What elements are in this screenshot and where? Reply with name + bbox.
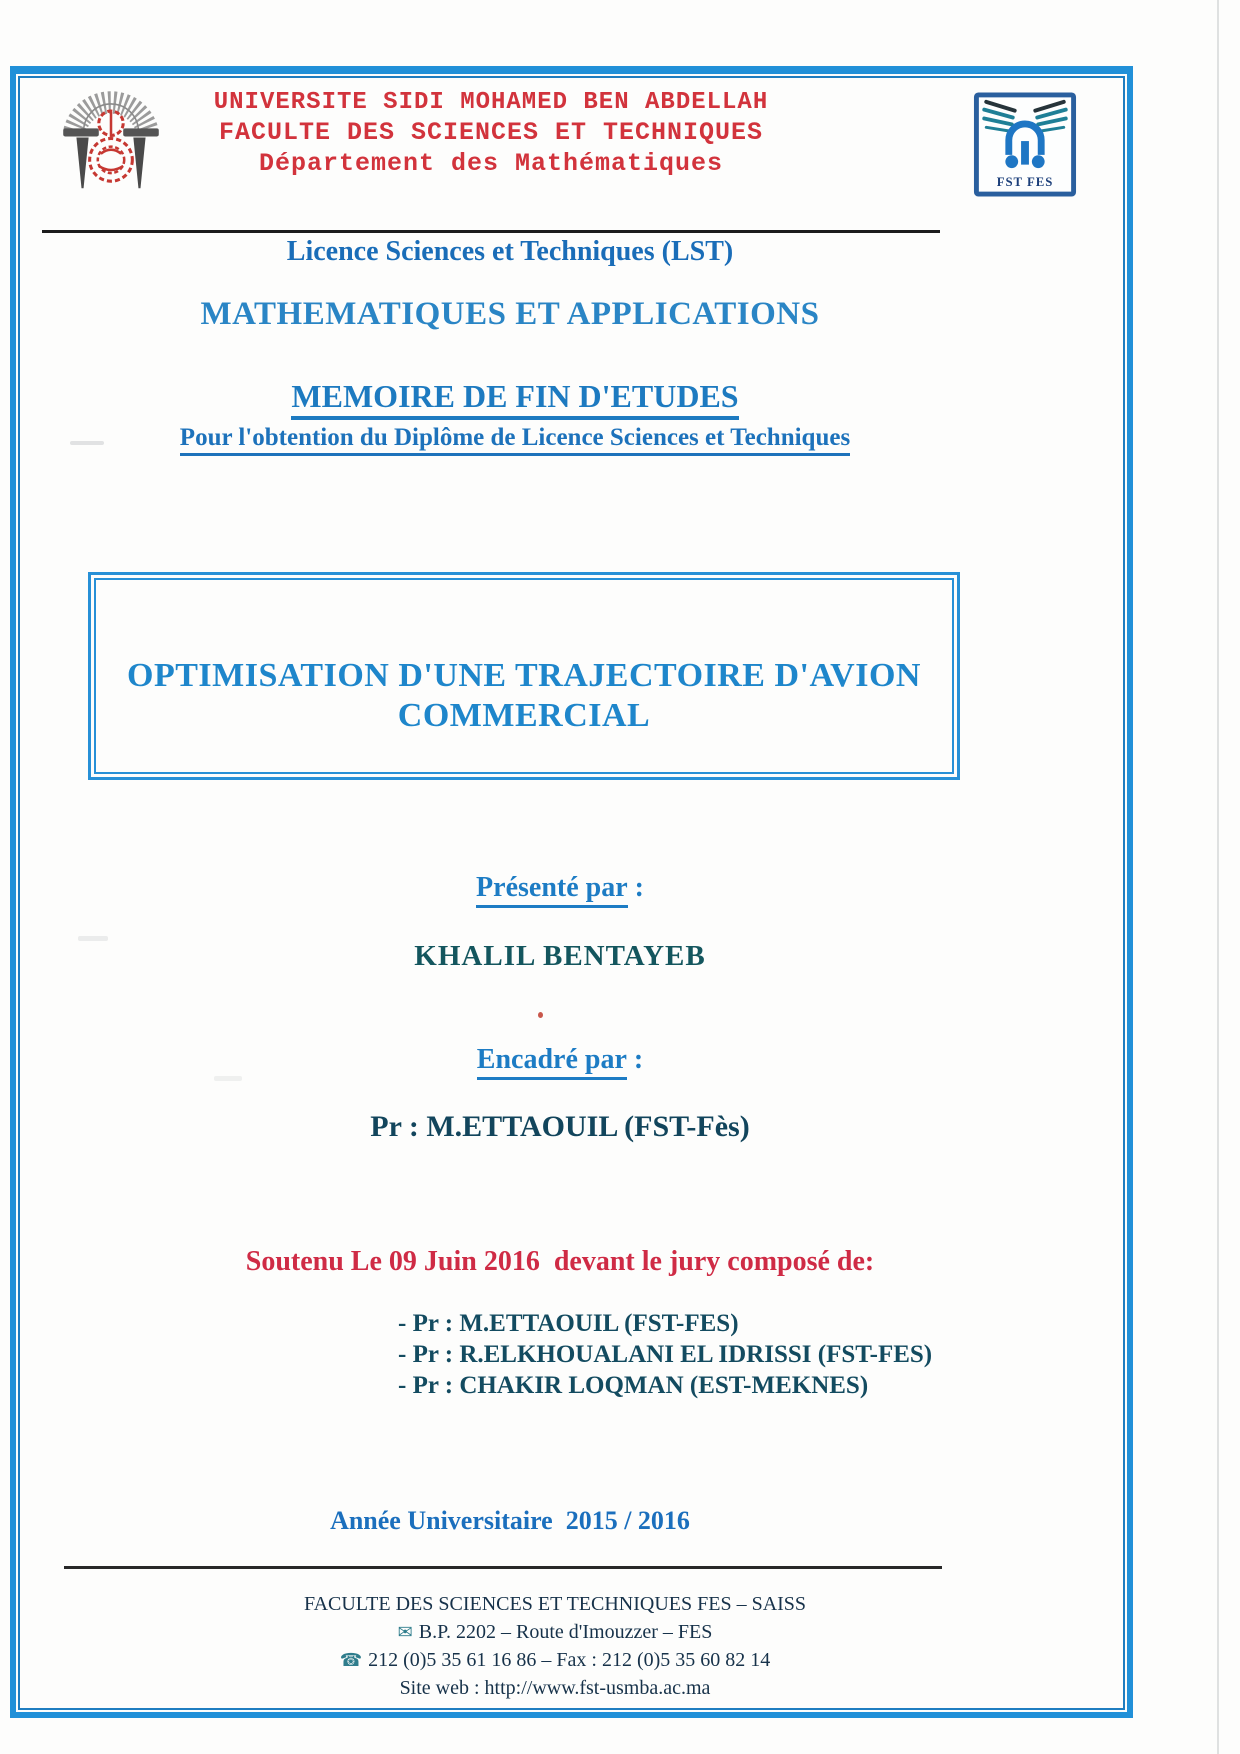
memoir-subtitle: Pour l'obtention du Diplôme de Licence Sciences et Techniques: [60, 424, 970, 456]
seal-right-torch: [133, 137, 145, 188]
seal-right-capital: [123, 128, 159, 136]
jury-member: - Pr : CHAKIR LOQMAN (EST-MEKNES): [398, 1372, 869, 1399]
academic-year: Année Universitaire 2015 / 2016: [330, 1506, 690, 1535]
scan-edge-line: [1217, 0, 1219, 1754]
presented-by-label: Présenté par :: [160, 872, 960, 908]
jury-member: - Pr : M.ETTAOUIL (FST-FES): [398, 1310, 739, 1337]
scan-mark: [78, 936, 108, 941]
seal-red-ornament: [90, 111, 133, 181]
university-seal-logo: [50, 80, 172, 198]
thesis-title-line2: COMMERCIAL: [397, 697, 651, 734]
supervised-by-label: Encadré par :: [160, 1044, 960, 1080]
header-text-block: [185, 88, 797, 179]
phone-icon: ☎: [339, 1650, 363, 1670]
footer-divider: [64, 1566, 942, 1569]
seal-left-capital: [63, 128, 99, 136]
header-divider: [42, 230, 940, 233]
scan-mark: [214, 1076, 242, 1081]
faculty-address-line: FACULTE DES SCIENCES ET TECHNIQUES FES – SAISS: [303, 1593, 807, 1615]
supervisor-name: Pr : M.ETTAOUIL (FST-Fès): [370, 1110, 750, 1143]
major-title: MATHEMATIQUES ET APPLICATIONS: [200, 296, 820, 332]
website-line: Site web : http://www.fst-usmba.ac.ma: [399, 1677, 711, 1699]
memoir-title: MEMOIRE DE FIN D'ETUDES: [60, 378, 970, 420]
degree-line: Licence Sciences et Techniques (LST): [286, 236, 734, 267]
po-box-line: ✉ B.P. 2202 – Route d'Imouzzer – FES: [397, 1621, 713, 1643]
header-university-name: UNIVERSITE SIDI MOHAMED BEN ABDELLAH: [213, 89, 769, 116]
jury-member: - Pr : R.ELKHOUALANI EL IDRISSI (FST-FES): [398, 1341, 933, 1368]
scan-speck: [538, 1012, 543, 1018]
author-name: KHALIL BENTAYEB: [414, 940, 706, 972]
jury-list: [398, 1308, 1018, 1401]
mail-icon: ✉: [397, 1622, 413, 1642]
footer: [175, 1590, 935, 1702]
thesis-title-box: [88, 572, 960, 780]
fst-logo-caption: FST FES: [996, 175, 1054, 190]
seal-left-torch: [76, 137, 88, 188]
phone-line: ☎ 212 (0)5 35 61 16 86 – Fax : 212 (0)5 35 60 82 14: [339, 1649, 771, 1671]
scan-mark: [70, 441, 104, 445]
defense-heading: Soutenu Le 09 Juin 2016 devant le jury composé de:: [245, 1246, 875, 1277]
thesis-title-line1: OPTIMISATION D'UNE TRAJECTOIRE D'AVION: [127, 657, 921, 694]
fst-fes-logo: [973, 92, 1077, 198]
header-department-name: Département des Mathématiques: [258, 149, 724, 178]
header-faculty-name: FACULTE DES SCIENCES ET TECHNIQUES: [218, 118, 764, 147]
